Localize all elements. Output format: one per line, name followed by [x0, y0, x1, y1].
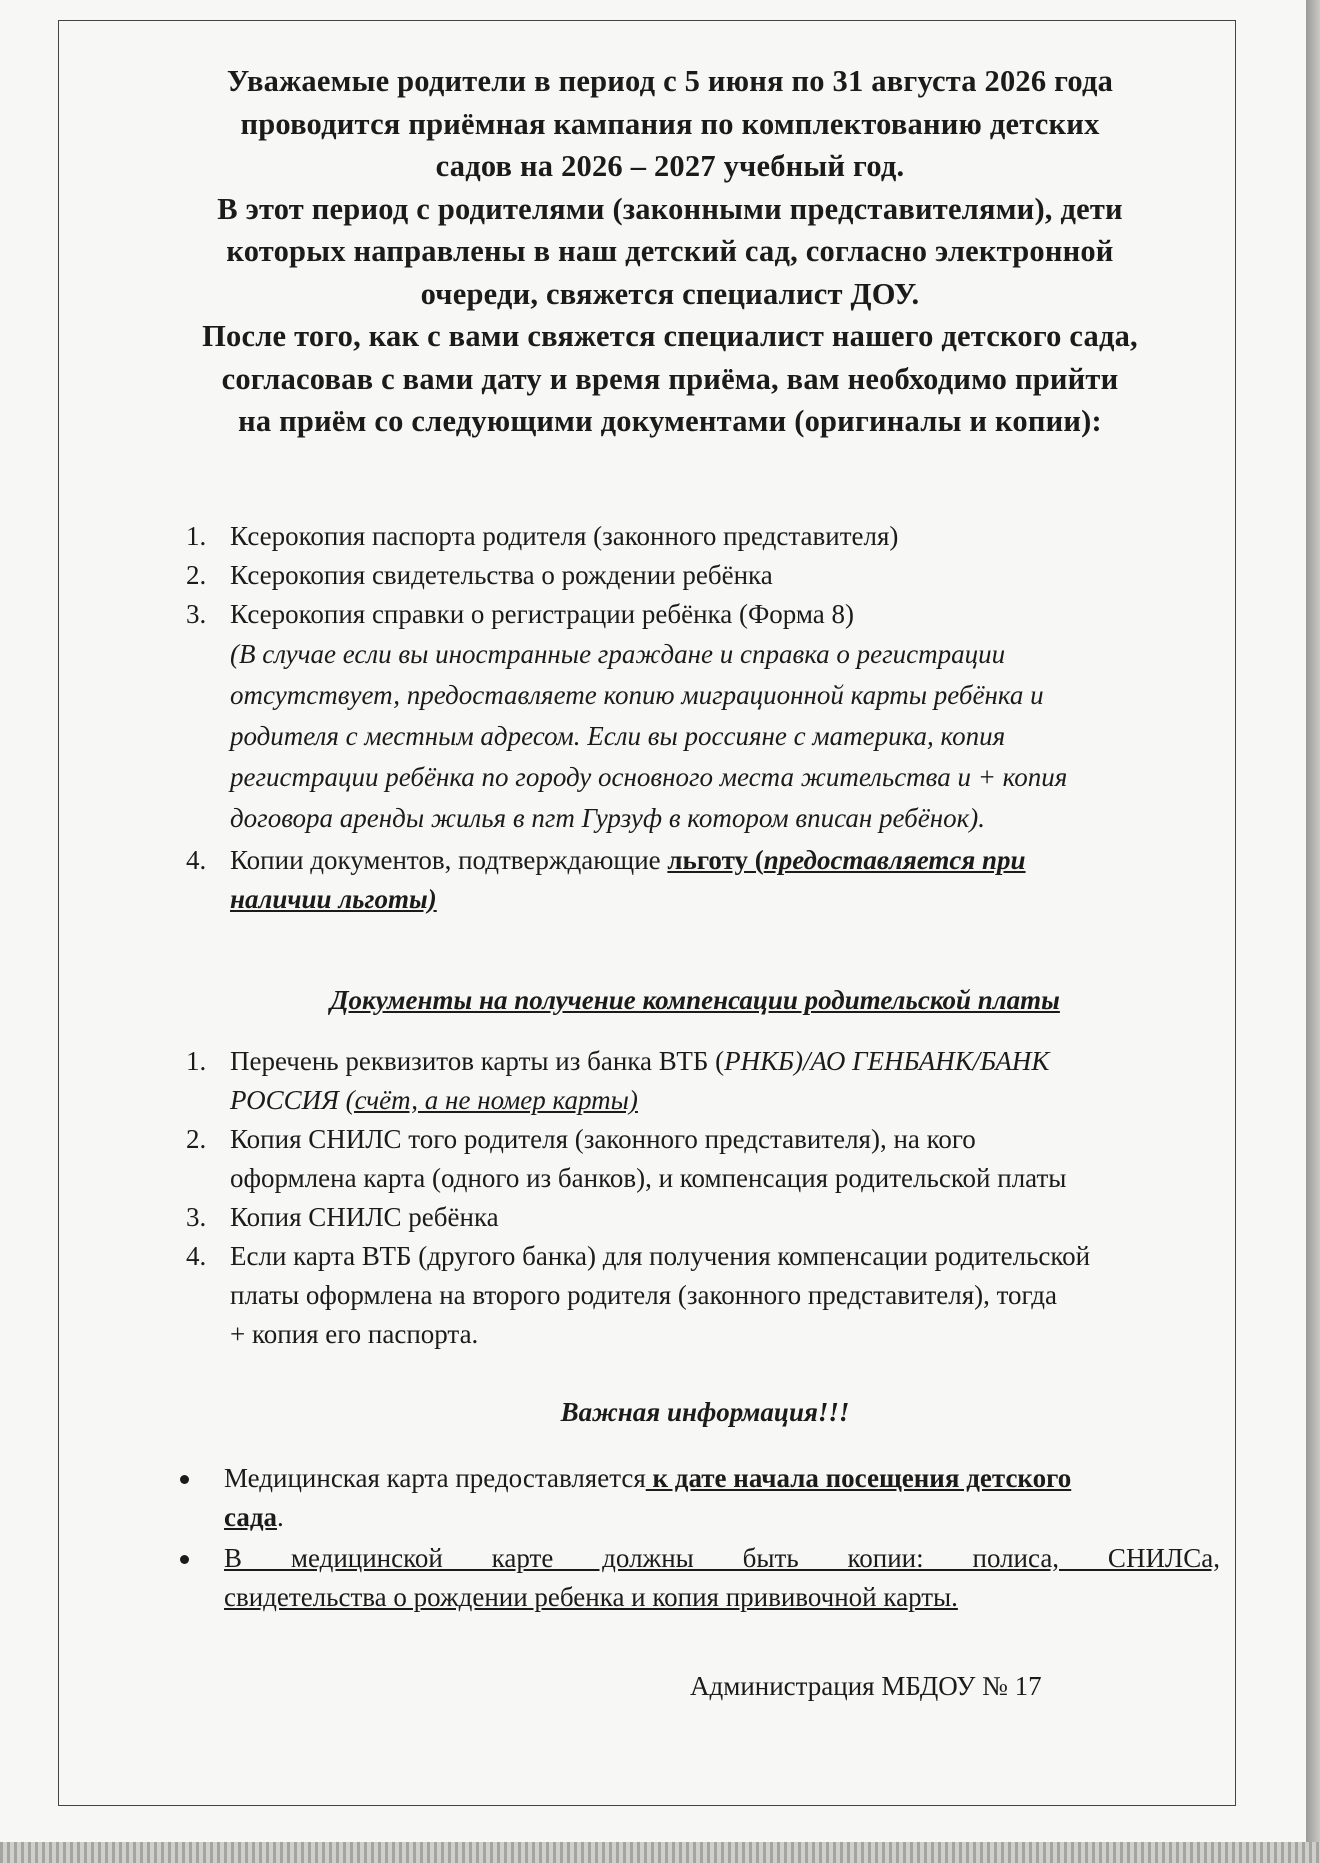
- list-item: [180, 1459, 1220, 1537]
- list-item: [180, 1120, 1240, 1198]
- note-line: родителя с местным адресом. Если вы россияне с материка, копия: [230, 721, 1006, 751]
- scan-edge-bottom: [0, 1842, 1320, 1863]
- important-title: Важная информация!!!: [560, 1397, 850, 1427]
- compensation-title: Документы на получение компенсации родительской платы: [330, 985, 1060, 1015]
- compensation-documents-list: [180, 1042, 1240, 1354]
- item-text: Перечень реквизитов карты из банка ВТБ (: [230, 1046, 725, 1076]
- item-number: 1.: [186, 1046, 207, 1076]
- benefit-condition: предоставляется при: [763, 845, 1026, 875]
- header-line: После того, как с вами свяжется специалист нашего детского сада,: [202, 319, 1138, 353]
- header-line: садов на 2026 – 2027 учебный год.: [435, 149, 905, 183]
- item-number: 4.: [186, 1241, 207, 1271]
- deadline-text: сада: [224, 1502, 277, 1532]
- bank-list: РНКБ)/АО ГЕНБАНК/БАНК: [724, 1046, 1050, 1076]
- list-item: [180, 1198, 1240, 1237]
- item-text: .: [276, 1502, 284, 1532]
- deadline-text: к дате начала посещения детского: [645, 1463, 1072, 1493]
- list-item: [180, 556, 1240, 595]
- item-text: Копии документов, подтверждающие: [230, 845, 668, 875]
- item-text: Ксерокопия справки о регистрации ребёнка (Форма 8): [230, 599, 855, 629]
- item-text: платы оформлена на второго родителя (законного представителя), тогда: [230, 1280, 1058, 1310]
- item-number: 4.: [186, 845, 207, 875]
- benefit-condition: наличии льготы): [230, 884, 437, 914]
- item-number: 1.: [186, 521, 207, 551]
- list-item: [180, 517, 1240, 556]
- list-item: [180, 841, 1240, 919]
- notice-header: [120, 60, 1220, 443]
- note-line: договора аренды жилья в пгт Гурзуф в котором вписан ребёнок).: [230, 803, 985, 833]
- item-text: В медицинской карте должны быть копии: полиса, СНИЛСа,: [224, 1543, 1220, 1573]
- item-text: Копия СНИЛС того родителя (законного представителя), на кого: [230, 1124, 976, 1154]
- list-item: [180, 595, 1240, 634]
- bullet-icon: [180, 1555, 189, 1564]
- item-text: свидетельства о рождении ребенка и копия прививочной карты.: [224, 1582, 958, 1612]
- note-line: (В случае если вы иностранные граждане и справка о регистрации: [230, 639, 1006, 669]
- header-line: согласовав с вами дату и время приёма, вам необходимо прийти: [221, 361, 1119, 396]
- item-text: Медицинская карта предоставляется: [224, 1463, 646, 1493]
- benefit-text: льготу (: [667, 845, 764, 875]
- registration-note: [180, 634, 1240, 839]
- item-number: 3.: [186, 599, 207, 629]
- list-item: [180, 1539, 1220, 1617]
- important-list: [180, 1459, 1220, 1619]
- signature: Администрация МБДОУ № 17: [690, 1671, 1042, 1701]
- header-line: проводится приёмная кампания по комплектованию детских: [240, 106, 1100, 141]
- item-number: 2.: [186, 1124, 207, 1154]
- note-line: регистрации ребёнка по городу основного места жительства и + копия: [230, 762, 1068, 792]
- item-text: Копия СНИЛС ребёнка: [230, 1202, 499, 1232]
- item-text: Если карта ВТБ (другого банка) для получения компенсации родительской: [230, 1241, 1091, 1271]
- item-text: Ксерокопия свидетельства о рождении ребёнка: [230, 560, 773, 590]
- account-note: (счёт, а не номер карты): [345, 1085, 638, 1115]
- item-text: оформлена карта (одного из банков), и компенсация родительской платы: [230, 1163, 1067, 1193]
- item-number: 3.: [186, 1202, 207, 1232]
- note-line: отсутствует, предоставляете копию миграционной карты ребёнка и: [230, 680, 1044, 710]
- list-item: [180, 1042, 1240, 1120]
- header-line: очереди, свяжется специалист ДОУ.: [420, 276, 920, 311]
- bullet-icon: [180, 1475, 189, 1484]
- item-text: + копия его паспорта.: [230, 1319, 479, 1349]
- header-line: В этот период с родителями (законными представителями), дети: [217, 191, 1123, 226]
- item-number: 2.: [186, 560, 207, 590]
- header-line: которых направлены в наш детский сад, согласно электронной: [226, 234, 1114, 268]
- bank-list: РОССИЯ: [230, 1085, 346, 1115]
- required-documents-list: [180, 517, 1240, 919]
- scan-edge-right: [1306, 0, 1320, 1863]
- header-line: на приём со следующими документами (оригиналы и копии):: [238, 404, 1102, 438]
- item-text: Ксерокопия паспорта родителя (законного представителя): [230, 521, 899, 551]
- header-line: Уважаемые родители в период с 5 июня по 31 августа 2026 года: [226, 64, 1114, 98]
- list-item: [180, 1237, 1240, 1354]
